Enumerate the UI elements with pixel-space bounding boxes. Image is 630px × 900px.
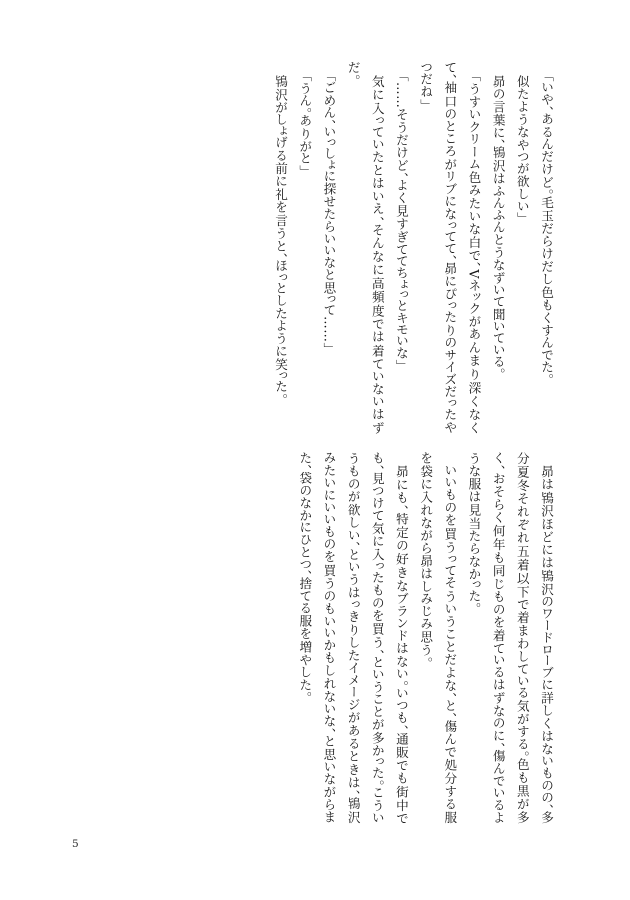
paragraph-group-separator — [0, 62, 268, 79]
paragraph: 鴇沢がしょげる前に礼を言うと、ほっとしたように笑った。 — [273, 74, 289, 401]
paragraph: いいものを買うってそういうことだよな、と、傷んで処分する服を袋に入れながら昴はしみじみ思う。 — [418, 452, 458, 824]
paragraph: 似たようなやつが欲しい」 — [514, 74, 530, 219]
paragraph: 「うん。ありがと」 — [297, 74, 313, 172]
paragraph: 昴は鴇沢ほどには鴇沢のワードローブに詳しくはないものの、多分夏冬それぞれ五着以下で着まわしている気がする。色も黒が多く、おそらく何年も同じものを着ているはずなのに、傷んでいるような服は見当たらなかった。 — [466, 452, 554, 824]
paragraph: 昴の言葉に、鴇沢はふんふんとうなずいて聞いている。 — [490, 74, 506, 375]
paragraph: 「……そうだけど、よく見すぎててちょっとキモいな」 — [393, 74, 409, 367]
paragraph: 「うすいクリーム色みたいな白で、Vネックがあんまり深くなくて、袖口のところがリブになってて、昴にぴったりのサイズだったやつだね」 — [418, 62, 482, 434]
paragraph: 昴にも、特定の好きなブランドはない。いつも、通販でも街中でも、見つけて気に入ったものを買う、ということが多かった。こういうものが欲しい、というはっきりしたイメージがあるときは、鴇沢みたいにいいものを買うのもいいかもしれないな、と思いながらまた、袋のなかにひとつ、捨てる服を増やした。 — [297, 452, 409, 824]
text-block-upper — [53, 62, 558, 434]
text-block-lower — [53, 452, 558, 824]
paragraph-group-separator — [0, 452, 292, 469]
paragraph: 「ごめん、いっしょに探せたらいいなと思って……」 — [321, 74, 337, 350]
paragraph: 「いや、あるんだけど。毛玉だらけだし色もくすんでた。 — [539, 74, 554, 381]
paragraph: 気に入っていたとはいえ、そんなに高頻度では着ていないはずだ。 — [345, 62, 385, 434]
page-number: 5 — [72, 838, 79, 850]
